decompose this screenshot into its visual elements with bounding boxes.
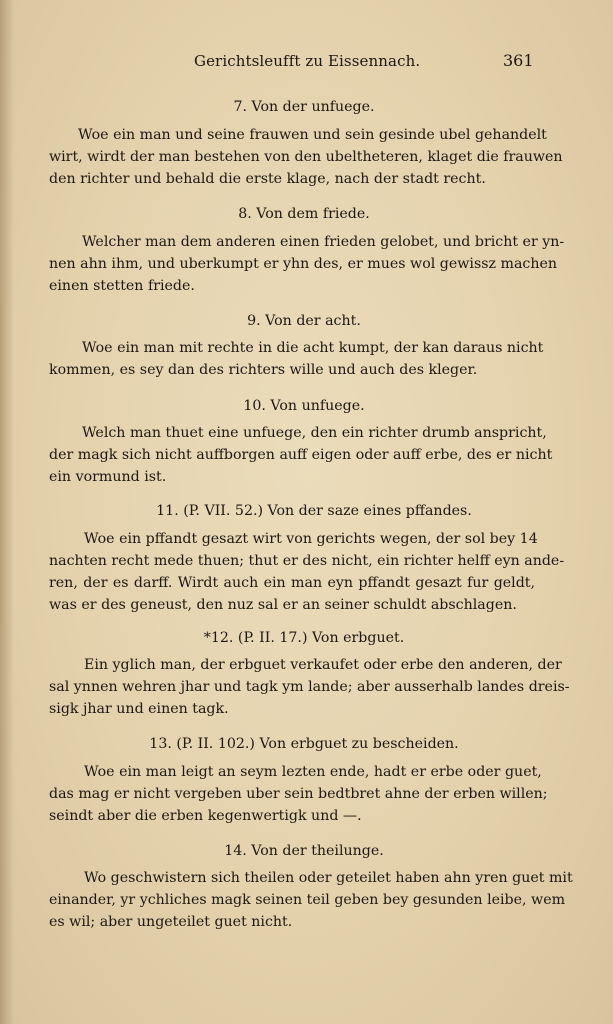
text-line: Welch man thuet eine unfuege, den ein richter drumb anspricht, xyxy=(82,425,547,441)
section-heading: 9. Von der acht. xyxy=(247,313,361,329)
text-line: es wil; aber ungeteilet guet nicht. xyxy=(49,914,293,930)
text-line: das mag er nicht vergeben uber sein bedtbret ahne der erben willen; xyxy=(49,786,548,802)
section-heading: 13. (P. II. 102.) Von erbguet zu bescheiden. xyxy=(149,736,459,752)
text-line: einen stetten friede. xyxy=(49,278,195,294)
text-line: kommen, es sey dan des richters wille und auch des kleger. xyxy=(49,362,478,378)
text-line: Woe ein man und seine frauwen und sein gesinde ubel gehandelt xyxy=(78,127,547,143)
text-line: nen ahn ihm, und uberkumpt er yhn des, er mues wol gewissz machen xyxy=(49,256,558,272)
text-line: nachten recht mede thuen; thut er des nicht, ein richter helff eyn ande- xyxy=(49,553,565,569)
text-line: ein vormund ist. xyxy=(49,469,167,485)
section-heading: *12. (P. II. 17.) Von erbguet. xyxy=(203,630,405,646)
text-line: Ein yglich man, der erbguet verkaufet oder erbe den anderen, der xyxy=(84,657,562,673)
text-line: der magk sich nicht auffborgen auff eigen oder auff erbe, des er nicht xyxy=(49,447,553,463)
text-line: Woe ein man mit rechte in die acht kumpt, der kan daraus nicht xyxy=(82,340,544,356)
text-line: Woe ein man leigt an seym lezten ende, hadt er erbe oder guet, xyxy=(84,764,542,780)
text-line: Woe ein pffandt gesazt wirt von gerichts wegen, der sol bey 14 xyxy=(84,531,538,547)
page-gutter-shadow xyxy=(0,0,14,1024)
text-line: sigk jhar und einen tagk. xyxy=(49,701,229,717)
text-line: sal ynnen wehren jhar und tagk ym lande; aber ausserhalb landes dreis- xyxy=(49,679,570,695)
running-title: Gerichtsleufft zu Eissennach. xyxy=(194,52,421,70)
page-number: 361 xyxy=(503,51,534,70)
text-line: Welcher man dem anderen einen frieden gelobet, und bricht er yn- xyxy=(82,234,565,250)
section-heading: 11. (P. VII. 52.) Von der saze eines pffandes. xyxy=(156,503,472,519)
text-line: was er des geneust, den nuz sal er an seiner schuldt abschlagen. xyxy=(49,597,517,613)
text-line: wirt, wirdt der man bestehen von den ubeltheteren, klaget die frauwen xyxy=(49,149,563,165)
section-heading: 14. Von der theilunge. xyxy=(224,843,384,859)
text-line: einander, yr ychliches magk seinen teil geben bey gesunden leibe, wem xyxy=(49,892,566,908)
section-heading: 8. Von dem friede. xyxy=(238,206,370,222)
text-line: Wo geschwistern sich theilen oder geteilet haben ahn yren guet mit xyxy=(84,870,573,886)
section-heading: 7. Von der unfuege. xyxy=(233,99,375,115)
text-line: seindt aber die erben kegenwertigk und —. xyxy=(49,808,362,824)
text-line: den richter und behald die erste klage, nach der stadt recht. xyxy=(49,171,486,187)
section-heading: 10. Von unfuege. xyxy=(243,398,365,414)
text-line: ren, der es darff. Wirdt auch ein man eyn pffandt gesazt fur geldt, xyxy=(49,575,535,591)
